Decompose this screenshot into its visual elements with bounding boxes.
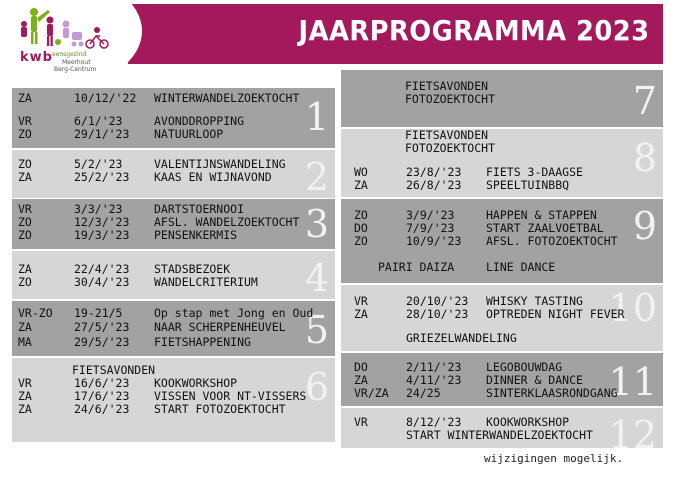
- page-title: JAARPROGRAMMA 2023: [298, 14, 649, 47]
- month-block-6: 6 FIETSAVONDEN VR 16/6/'23 KOOKWORKSHOP ZA 17/6/'23 VISSEN VOOR NT-VISSERS ZA 24/6/'23 START FOTOZOEKTOCHT: [12, 358, 335, 442]
- month-block-2: 2 ZO 5/2/'23 VALENTIJNSWANDELING ZA 25/2/'23 KAAS EN WIJNAVOND: [12, 150, 335, 198]
- month-block-7: [341, 70, 663, 127]
- kwb-logo: [14, 6, 114, 76]
- month-block-8: 8 FIETSAVONDEN FOTOZOEKTOCHT WO 23/8/'23 FIETS 3-DAAGSE ZA 26/8/'23 SPEELTUINBBQ: [341, 129, 663, 197]
- month-number: 12: [608, 413, 657, 457]
- month-number: 3: [304, 202, 329, 246]
- month-number: 4: [304, 256, 329, 300]
- month-block-9: 9 ZO 3/9/'23 HAPPEN & STAPPEN DO 7/9/'23 START ZAALVOETBAL ZO 10/9/'23 AFSL. FOTOZOEKTOCHT PAIRI DAIZA LINE DANCE: [341, 199, 663, 283]
- logo-line1: eensgezind: [52, 51, 87, 58]
- month-number: 7: [632, 79, 657, 123]
- month-block-1: 1 ZA 10/12/'22 WINTERWANDELZOEKTOCHT VR 6/1/'23 AVONDDROPPING ZO 29/1/'23 NATUURLOOP: [12, 88, 335, 148]
- month-number: 2: [304, 155, 329, 199]
- family-figures-icon: [14, 6, 114, 54]
- month-block-12: 12 VR 8/12/'23 KOOKWORKSHOP START WINTERWANDELZOEKTOCHT: [341, 408, 663, 448]
- month-block-11: 11 DO 2/11/'23 LEGOBOUWDAG ZA 4/11/'23 DINNER & DANCE VR/ZA 24/25 SINTERKLAASRONDGANG: [341, 353, 663, 406]
- month-number: 5: [304, 308, 329, 352]
- month-note: FOTOZOEKTOCHT: [405, 92, 496, 106]
- logo-kwb: kwb: [20, 50, 53, 65]
- month-note: FIETSAVONDEN: [72, 363, 156, 377]
- logo-line3: Berg-Centrum: [54, 66, 97, 73]
- month-number: 6: [304, 365, 329, 409]
- month-number: 8: [632, 136, 657, 180]
- month-note: FIETSAVONDEN: [405, 128, 489, 142]
- month-block-10: 10 VR 20/10/'23 WHISKY TASTING ZA 28/10/'23 OPTREDEN NIGHT FEVER GRIEZELWANDELING: [341, 285, 663, 351]
- month-block-4: 4 ZA 22/4/'23 STADSBEZOEK ZO 30/4/'23 WANDELCRITERIUM: [12, 251, 335, 299]
- logo-line2: Meerhout: [62, 59, 91, 66]
- month-number: 1: [304, 95, 329, 139]
- month-number: 10: [608, 286, 657, 330]
- month-number: 9: [632, 204, 657, 248]
- month-block-3: 3 VR 3/3/'23 DARTSTOERNOOI ZO 12/3/'23 AFSL. WANDELZOEKTOCHT ZO 19/3/'23 PENSENKERMIS: [12, 199, 335, 249]
- footer-note: wijzigingen mogelijk.: [484, 452, 624, 465]
- month-note: FOTOZOEKTOCHT: [405, 141, 496, 155]
- month-number: 11: [608, 360, 657, 404]
- month-block-5: 5 VR-ZO 19-21/5 Op stap met Jong en Oud ZA 27/5/'23 NAAR SCHERPENHEUVEL MA 29/5/'23 FIETSHAPPENING: [12, 301, 335, 356]
- title-banner: [128, 4, 663, 64]
- month-note: FIETSAVONDEN: [405, 79, 489, 93]
